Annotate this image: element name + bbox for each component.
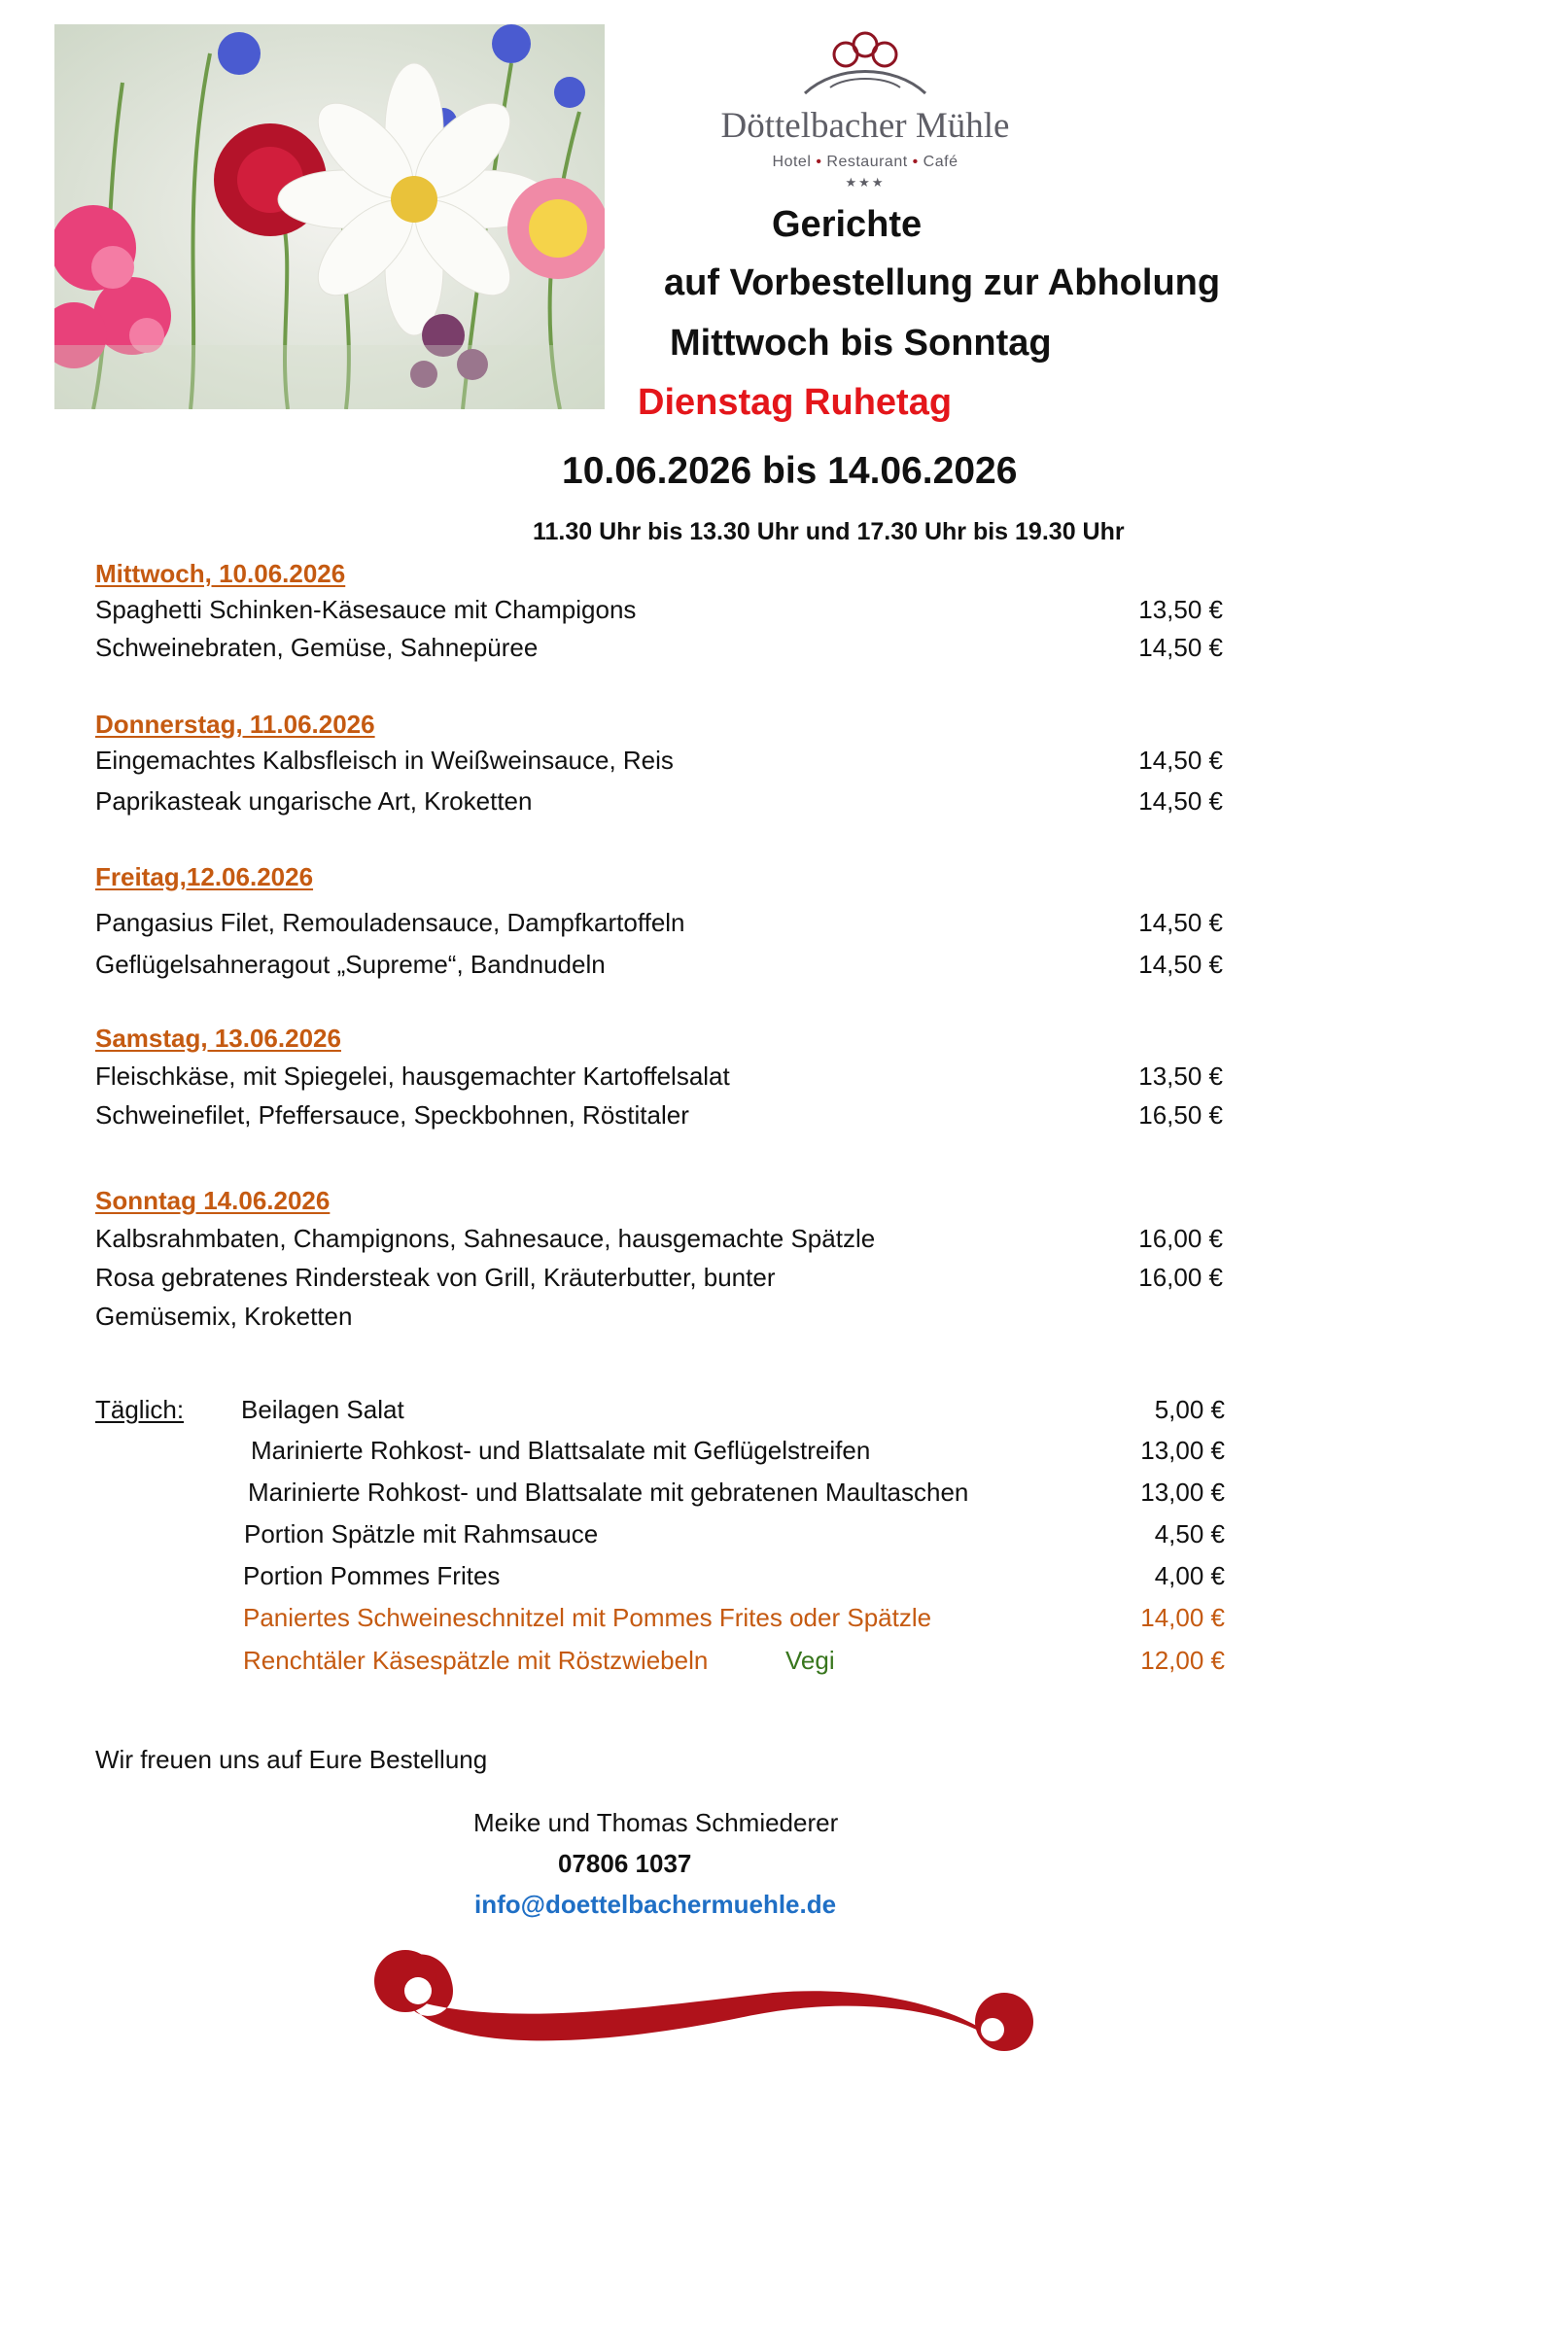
daily-item-name: Portion Pommes Frites <box>243 1561 501 1590</box>
email-link[interactable]: info@doettelbachermuehle.de <box>474 1890 837 1919</box>
dish-price: 16,00 € <box>1138 1263 1223 1292</box>
ornament-swirl <box>335 1925 1055 2080</box>
dish-name: Eingemachtes Kalbsfleisch in Weißweinsauce, Reis <box>95 746 674 775</box>
dish-price: 14,50 € <box>1138 950 1223 979</box>
daily-item-name: Portion Spätzle mit Rahmsauce <box>244 1519 599 1548</box>
daily-item-name: Renchtäler Käsespätzle mit Röstzwiebeln <box>243 1646 709 1675</box>
dish-name: Spaghetti Schinken-Käsesauce mit Champigons <box>95 595 637 624</box>
dish-price: 16,50 € <box>1138 1100 1223 1130</box>
dish-price: 13,50 € <box>1138 1061 1223 1091</box>
flower-photo <box>54 24 605 409</box>
dish-name: Paprikasteak ungarische Art, Kroketten <box>95 786 533 816</box>
logo-emblem <box>797 29 933 107</box>
logo-name: Döttelbacher Mühle <box>720 106 1010 146</box>
dish-price: 16,00 € <box>1138 1224 1223 1253</box>
heading-gerichte: Gerichte <box>772 204 923 245</box>
vegi-tag: Vegi <box>785 1646 835 1675</box>
dish-price: 14,50 € <box>1138 633 1223 662</box>
dish-price: 14,50 € <box>1138 908 1223 937</box>
daily-item-name: Marinierte Rohkost- und Blattsalate mit Geflügelstreifen <box>251 1436 871 1465</box>
opening-times: 11.30 Uhr bis 13.30 Uhr und 17.30 Uhr bis 19.30 Uhr <box>533 518 1125 545</box>
dish-name: Rosa gebratenes Rindersteak von Grill, Kräuterbutter, bunter <box>95 1263 776 1292</box>
dish-price: 14,50 € <box>1138 746 1223 775</box>
daily-item-price: 13,00 € <box>1140 1436 1225 1465</box>
daily-label: Täglich: <box>95 1395 185 1424</box>
dish-name: Fleischkäse, mit Spiegelei, hausgemachter Kartoffelsalat <box>95 1061 730 1091</box>
daily-item-name: Paniertes Schweineschnitzel mit Pommes Frites oder Spätzle <box>243 1603 932 1632</box>
daily-item-price: 5,00 € <box>1154 1395 1225 1424</box>
daily-item-price: 14,00 € <box>1140 1603 1225 1632</box>
day-heading: Mittwoch, 10.06.2026 <box>95 559 346 588</box>
logo-subtitle: Hotel • Restaurant • Café <box>772 154 958 170</box>
daily-item-price: 12,00 € <box>1140 1646 1225 1675</box>
dish-name: Schweinebraten, Gemüse, Sahnepüree <box>95 633 539 662</box>
dish-name: Kalbsrahmbaten, Champignons, Sahnesauce, hausgemachte Spätzle <box>95 1224 876 1253</box>
daily-item-price: 13,00 € <box>1140 1478 1225 1507</box>
heading-days: Mittwoch bis Sonntag <box>670 323 1052 364</box>
closed-day-note: Dienstag Ruhetag <box>638 382 953 423</box>
dish-price: 13,50 € <box>1138 595 1223 624</box>
dish-name-continued: Gemüsemix, Kroketten <box>95 1302 353 1331</box>
greeting-text: Wir freuen uns auf Eure Bestellung <box>95 1745 488 1774</box>
logo <box>680 19 1050 204</box>
phone-number: 07806 1037 <box>558 1849 692 1878</box>
date-range: 10.06.2026 bis 14.06.2026 <box>562 450 1018 492</box>
owner-names: Meike und Thomas Schmiederer <box>473 1808 839 1837</box>
daily-item-price: 4,50 € <box>1154 1519 1225 1548</box>
daily-item-price: 4,00 € <box>1154 1561 1225 1590</box>
dish-name: Schweinefilet, Pfeffersauce, Speckbohnen, Röstitaler <box>95 1100 689 1130</box>
dish-name: Geflügelsahneragout „Supreme“, Bandnudeln <box>95 950 606 979</box>
day-heading: Freitag,12.06.2026 <box>95 862 314 891</box>
day-heading: Donnerstag, 11.06.2026 <box>95 710 375 739</box>
dish-name: Pangasius Filet, Remouladensauce, Dampfkartoffeln <box>95 908 685 937</box>
daily-item-name: Beilagen Salat <box>241 1395 404 1424</box>
daily-item-name: Marinierte Rohkost- und Blattsalate mit gebratenen Maultaschen <box>248 1478 969 1507</box>
heading-vorbestellung: auf Vorbestellung zur Abholung <box>664 262 1221 303</box>
day-heading: Sonntag 14.06.2026 <box>95 1186 331 1215</box>
dish-price: 14,50 € <box>1138 786 1223 816</box>
logo-stars: ★★★ <box>845 175 886 190</box>
day-heading: Samstag, 13.06.2026 <box>95 1024 341 1053</box>
